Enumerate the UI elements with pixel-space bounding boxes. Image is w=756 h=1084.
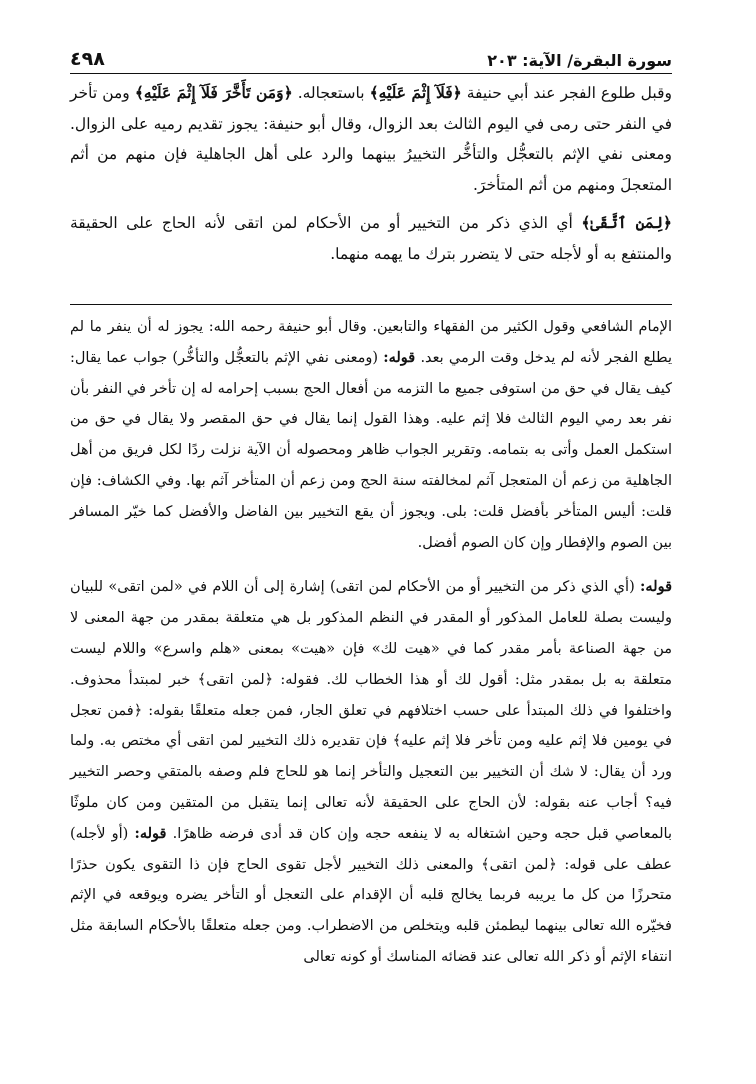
gloss-paragraph bbox=[70, 572, 672, 972]
qawluhu-label: قوله: bbox=[134, 824, 167, 842]
page-header bbox=[70, 40, 672, 74]
running-title: سورة البقرة/ الآية: ٢٠٣ bbox=[487, 51, 672, 70]
commentary-paragraph bbox=[70, 78, 672, 200]
quran-verse: ﴿لِمَنِ ٱتَّقَىٰ﴾ bbox=[581, 213, 672, 232]
text-run: باستعجاله. bbox=[292, 84, 370, 102]
commentary-paragraph bbox=[70, 208, 672, 269]
commentary-text bbox=[70, 78, 672, 269]
gloss-text bbox=[70, 312, 672, 973]
footnote-separator bbox=[70, 304, 672, 305]
text-run: (أو لأجله) عطف على قوله: ﴿لمن اتقى﴾ والمعنى ذلك التخيير لأجل تقوى الحاج فإن ذا التقوى يكون حذرًا متحرزًا من كل ما يريبه فربما يخالج قلبه أن الإقدام على التعجل أو التأخر يضره ويوقعه في الإثم فخيّره الله تعالى بينهما ليطمئن قلبه ويتخلص من الاضطراب. ومن جعله متعلقًا بالأحكام السابقة مثل انتفاء الإثم أو ذكر الله تعالى عند قضائه المناسك أو كونه تعالى bbox=[70, 825, 672, 965]
text-run: (ومعنى نفي الإثم بالتعجُّل والتأخُّر) جواب عما يقال: كيف يقال في حق من استوفى جميع ما التزمه من أفعال الحج بسبب إحرامه له إن تأخر في النفر بأن نفر بعد رمي اليوم الثالث فلا إثم عليه. وهذا القول إنما يقال في حق المقصر ولا يقال في حق من استكمل العمل وأتى به بتمامه. وتقرير الجواب ظاهر ومحصوله أن الآية نزلت ردًا لكل فريق من أهل الجاهلية من زعم أن المتعجل آثم لمخالفته سنة الحج ومن زعم أن المتأخر آثم بها. وفي الكشاف: فإن قلت: أليس المتأخر بأفضل قلت: بلى. ويجوز أن يقع التخيير بين الفاضل والأفضل كما خيّر المسافر بين الصوم والإفطار وإن كان الصوم أفضل. bbox=[70, 349, 672, 551]
quran-verse: ﴿وَمَن تَأَخَّرَ فَلَآ إِثْمَ عَلَيْهِ﴾ bbox=[134, 83, 293, 102]
text-run: الإمام الشافعي وقول الكثير من الفقهاء والتابعين. وقال أبو حنيفة رحمه الله: يجوز له أن ينفر ما لم يطلع الفجر لأنه لم يدخل وقت الرمي بعد. bbox=[70, 319, 672, 366]
text-run: أي الذي ذكر من التخيير أو من الأحكام لمن اتقى لأنه الحاج على الحقيقة والمنتفع به أو لأجله حتى لا يتضرر بترك ما يهمه منهما. bbox=[70, 214, 672, 263]
text-run: وقبل طلوع الفجر عند أبي حنيفة bbox=[461, 84, 672, 102]
text-run: (أي الذي ذكر من التخيير أو من الأحكام لمن اتقى) إشارة إلى أن اللام في «لمن اتقى» للبيان وليست بصلة للعامل المذكور أو المقدر في النظم المذكور بل هي متعلقة بمقدر من جهة المعنى لا من جهة الصناعة بأمر مقدر كما في «هيت لك» فإن «هيت» بمعنى «هلم واسرع» واللام ليست متعلقة به بل بمقدر مثل: أقول لك أو هذا الخطاب لك. فقوله: ﴿لمن اتقى﴾ خبر لمبتدأ محذوف. واختلفوا في ذلك المبتدأ على حسب اختلافهم في تعلق الجار، فمن جعله متعلقًا بقوله: ﴿فمن تعجل في يومين فلا إثم عليه ومن تأخر فلا إثم عليه﴾ فإن تقديره ذلك التخيير لمن اتقى أي مختص به. ولما ورد أن يقال: لا شك أن التخيير بين التعجيل والتأخر إنما هو للحاج فلم وصفه بالمتقي وحصر التخيير فيه؟ أجاب عنه بقوله: لأن الحاج على الحقيقة لأنه تعالى إنما يتقبل من المتقين ومن كان ملوثًا بالمعاصي قبل حجه وحين اشتغاله به لا ينفعه حجه وإن كان قد أدى فرضه ظاهرًا. bbox=[70, 579, 672, 842]
qawluhu-label: قوله: bbox=[383, 348, 416, 366]
qawluhu-label: قوله: bbox=[640, 578, 672, 596]
quran-verse: ﴿فَلَآ إِثْمَ عَلَيْهِ﴾ bbox=[369, 83, 462, 102]
page-number: ٤٩٨ bbox=[70, 48, 105, 70]
text-run: ومن تأخر في النفر حتى رمى في اليوم الثالث بعد الزوال، وقال أبو حنيفة: يجوز تقديم رميه على الزوال. ومعنى نفي الإثم بالتعجُّل والتأخُّر التخييرُ بينهما والرد على أهل الجاهلية فإن منهم من أثم المتعجلَ ومنهم من أثم المتأخرَ. bbox=[70, 84, 672, 194]
gloss-paragraph bbox=[70, 312, 672, 558]
